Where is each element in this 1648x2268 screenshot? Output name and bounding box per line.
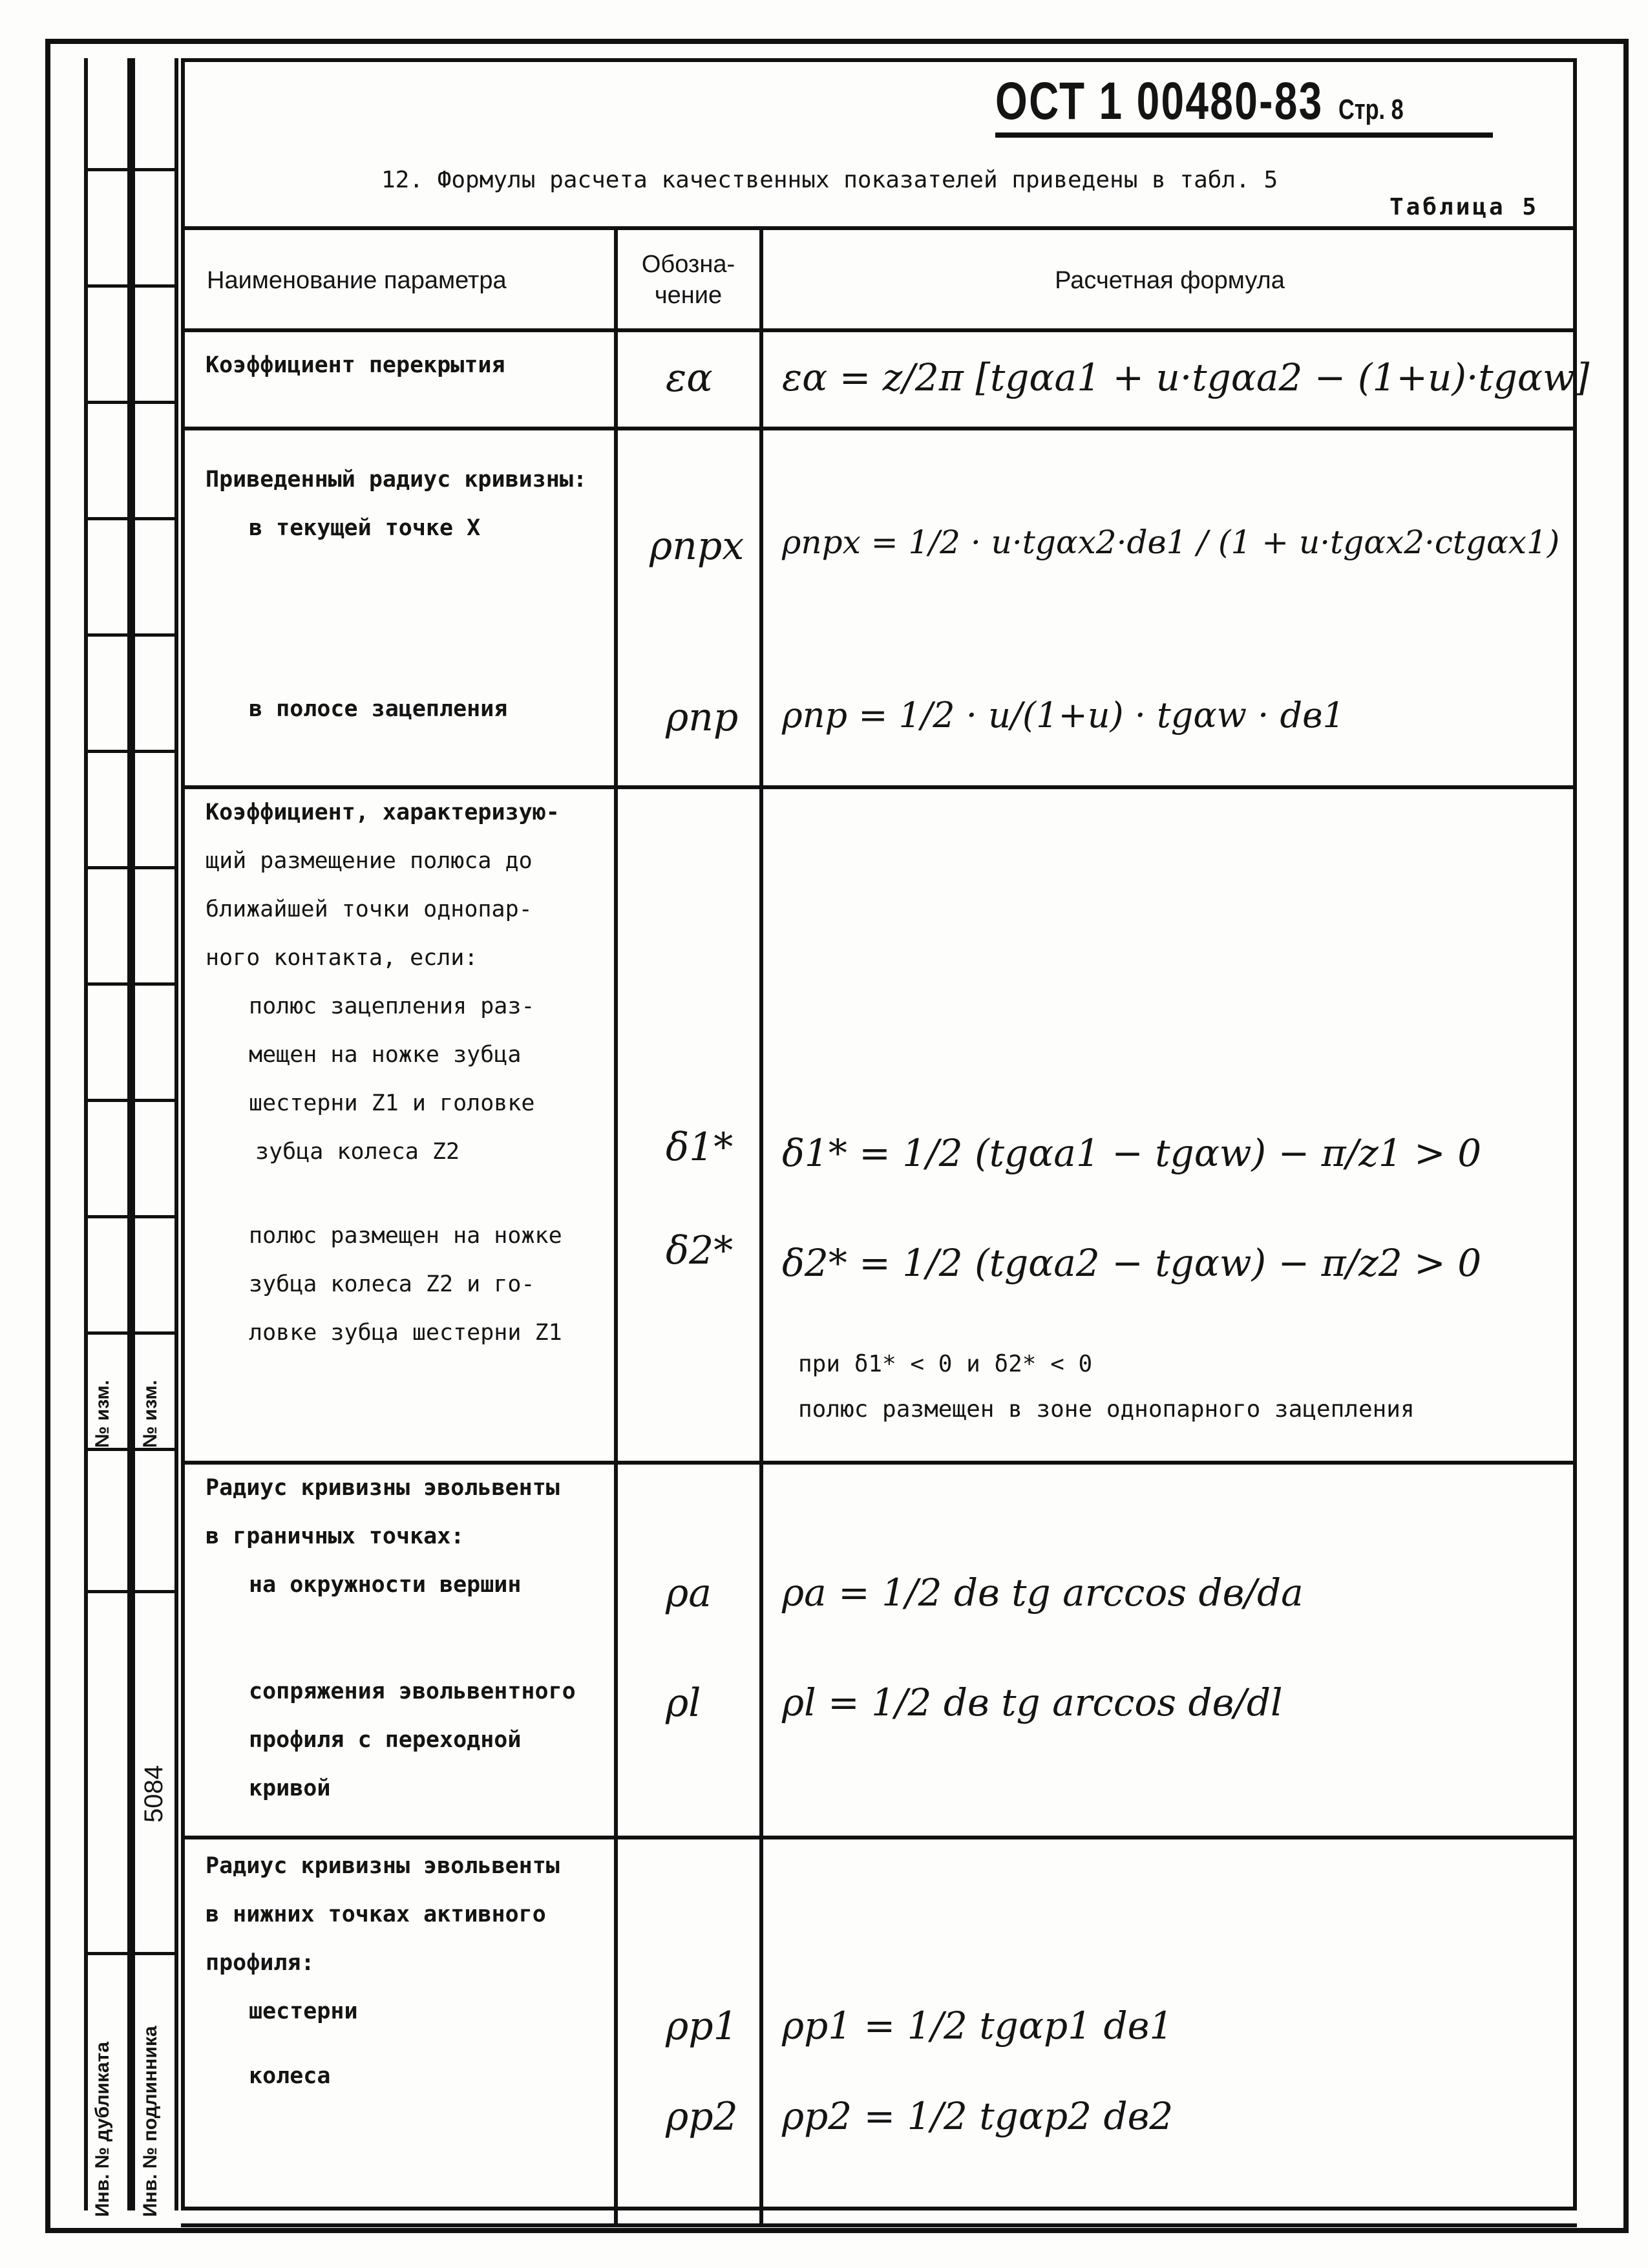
row-reduced-pole-formula: ρпр = 1/2 · u/(1+u) · tgαw · dв1: [782, 695, 1345, 736]
header-underline: [995, 132, 1493, 138]
col-rule-1: [614, 226, 618, 2223]
row-boundary-line-1: Радиус кривизны эвольвенты: [206, 1475, 560, 1501]
row-lower-gear-formula: ρp2 = 1/2 tgαp2 dв2: [782, 2094, 1174, 2138]
row-pole-case2-line-3: ловке зубца шестерни Z1: [249, 1320, 562, 1346]
row-pole-coef-line-1: Коэффициент, характеризую-: [206, 800, 560, 825]
col-rule-2: [759, 226, 763, 2223]
col-header-formula: Расчетная формула: [1055, 267, 1285, 294]
row-overlap-name: Коэффициент перекрытия: [206, 352, 505, 378]
row-rule-4: [181, 1836, 1577, 1839]
side-label-bottom-1: Инв. № дубликата: [92, 2041, 113, 2217]
row-pole-note-1: при δ1* < 0 и δ2* < 0: [798, 1351, 1093, 1377]
header-bottom-rule: [181, 328, 1577, 332]
row-lower-line-1: Радиус кривизны эвольвенты: [206, 1853, 560, 1879]
row-pole-case1-line-4: зубца колеса Z2: [255, 1139, 460, 1165]
row-boundary-junction-line-2: профиля с переходной: [249, 1727, 522, 1753]
row-pole-case1-line-1: полюс зацепления раз-: [249, 993, 535, 1019]
doc-code: ОСТ 1 00480-83: [995, 72, 1324, 131]
row-rule-1: [181, 427, 1577, 430]
col-header-symbol: Обозна- чение: [641, 251, 735, 309]
table-caption: Таблица 5: [1389, 194, 1539, 220]
row-reduced-pole: в полосе зацепления: [249, 696, 508, 722]
row-boundary-tip-symbol: ρa: [666, 1571, 712, 1616]
row-lower-pinion: шестерни: [249, 1998, 358, 2024]
row-rule-5: [181, 2223, 1577, 2227]
row-reduced-pole-symbol: ρпр: [666, 695, 739, 740]
row-lower-line-2: в нижних точках активного: [206, 1902, 546, 1927]
row-boundary-tip-formula: ρa = 1/2 dв tg arccos dв/da: [782, 1571, 1304, 1615]
row-reduced-current: в текущей точке X: [249, 515, 481, 541]
row-pole-case1-line-2: мещен на ножке зубца: [249, 1042, 522, 1068]
row-pole-coef-line-4: ного контакта, если:: [206, 945, 478, 971]
row-lower-gear: колеса: [249, 2063, 331, 2089]
side-label-top-2: № изм.: [140, 1380, 161, 1448]
side-label-top-1: № изм.: [92, 1380, 113, 1448]
strip-column-left: [84, 58, 131, 2210]
row-boundary-tip: на окружности вершин: [249, 1572, 522, 1598]
doc-header: [995, 71, 1404, 132]
row-pole-case1-line-3: шестерни Z1 и головке: [249, 1090, 535, 1116]
row-pole-case2-line-1: полюс размещен на ножке: [249, 1223, 562, 1249]
col-header-name: Наименование параметра: [207, 267, 507, 294]
row-pole-case1-formula: δ1* = 1/2 (tgαa1 − tgαw) − π/z1 > 0: [782, 1131, 1482, 1175]
page-number: Стр. 8: [1338, 94, 1404, 125]
row-pole-case1-symbol: δ1*: [666, 1125, 734, 1170]
row-pole-case2-line-2: зубца колеса Z2 и го-: [249, 1271, 535, 1297]
row-overlap-symbol: εα: [666, 355, 713, 401]
table-top-rule: [181, 226, 1577, 230]
row-reduced-current-symbol: ρпрx: [650, 524, 745, 569]
row-pole-coef-line-2: щий размещение полюса до: [206, 848, 533, 874]
row-boundary-junction-line-1: сопряжения эвольвентного: [249, 1679, 576, 1704]
intro-text: 12. Формулы расчета качественных показателей приведены в табл. 5: [381, 167, 1278, 193]
row-lower-line-3: профиля:: [206, 1950, 315, 1976]
row-pole-coef-line-3: ближайшей точки однопар-: [206, 896, 533, 922]
row-pole-case2-symbol: δ2*: [666, 1228, 734, 1273]
row-boundary-junction-line-3: кривой: [249, 1775, 331, 1801]
row-pole-case2-formula: δ2* = 1/2 (tgαa2 − tgαw) − π/z2 > 0: [782, 1241, 1482, 1285]
row-lower-pinion-symbol: ρp1: [666, 2004, 738, 2049]
row-boundary-junction-symbol: ρl: [666, 1680, 701, 1726]
row-reduced-current-formula: ρпрx = 1/2 · u·tgαx2·dв1 / (1 + u·tgαx2·ctgαx1): [782, 524, 1560, 561]
side-label-bottom-2: Инв. № подлинника: [140, 2026, 161, 2217]
registration-strip: [84, 58, 181, 2217]
row-boundary-junction-formula: ρl = 1/2 dв tg arccos dв/dl: [782, 1680, 1283, 1724]
row-lower-pinion-formula: ρp1 = 1/2 tgαp1 dв1: [782, 2004, 1174, 2048]
row-pole-note-2: полюс размещен в зоне однопарного зацепления: [798, 1396, 1415, 1423]
row-overlap-formula: εα = z/2π [tgαa1 + u·tgαa2 − (1+u)·tgαw]: [782, 355, 1590, 399]
strip-column-right: [131, 58, 178, 2210]
side-number: 5084: [140, 1765, 168, 1823]
row-lower-gear-symbol: ρp2: [666, 2094, 738, 2139]
row-reduced-name: Приведенный радиус кривизны:: [206, 467, 587, 493]
row-boundary-line-2: в граничных точках:: [206, 1523, 465, 1549]
